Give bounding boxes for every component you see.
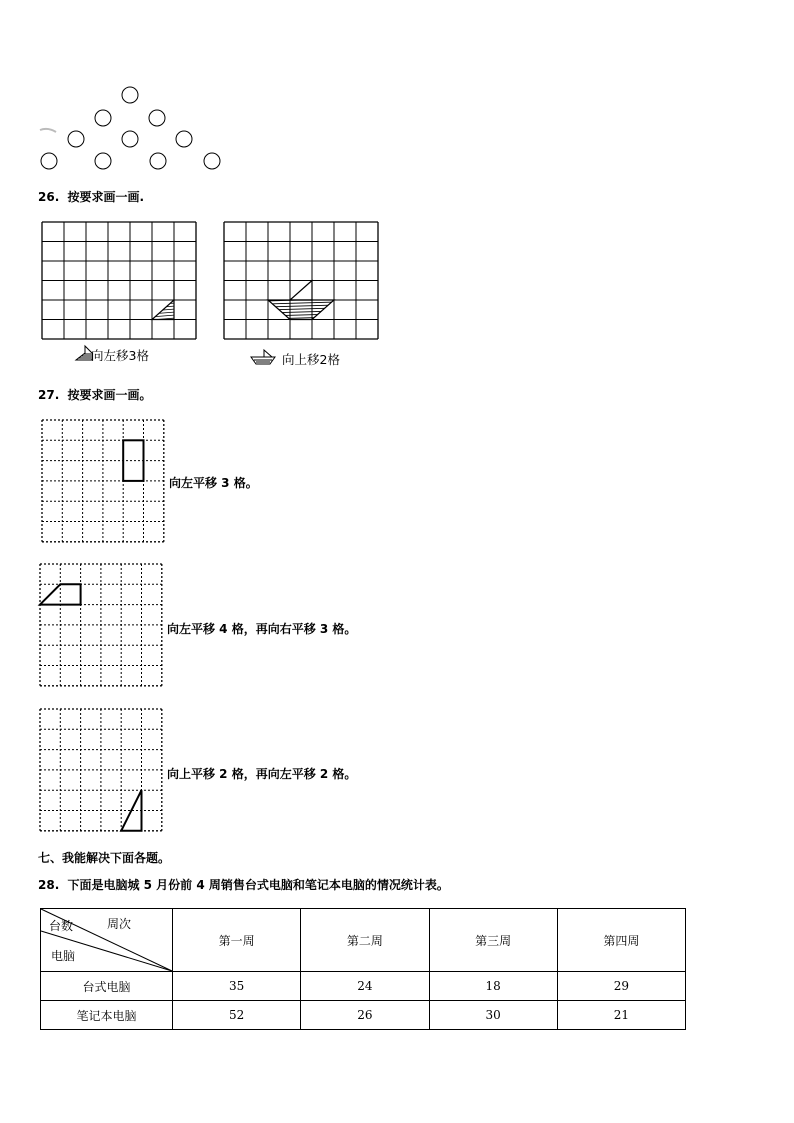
table-cell: 52	[173, 1001, 301, 1030]
table-cell: 30	[429, 1001, 557, 1030]
boat-sail	[290, 281, 312, 301]
table-cell: 21	[557, 1001, 685, 1030]
q26-heading: 26. 按要求画一画.	[38, 190, 145, 204]
corner-top-right: 周次	[107, 917, 132, 931]
week-header: 第二周	[301, 909, 429, 972]
q26-caption-right: 向上移2格	[282, 352, 340, 367]
q27-instruction-1: 向左平移 3 格。	[169, 476, 258, 490]
table-row	[41, 1001, 686, 1030]
row-label: 台式电脑	[41, 972, 173, 1001]
q26-grid-right[interactable]	[224, 222, 384, 342]
table-row	[41, 972, 686, 1001]
q27-grid-3[interactable]	[40, 709, 170, 839]
corner-bottom-left: 电脑	[51, 949, 76, 963]
week-header: 第一周	[173, 909, 301, 972]
q27-heading: 27. 按要求画一画。	[38, 388, 152, 402]
table-corner-cell	[41, 909, 173, 972]
boat-shape-icon	[250, 349, 276, 365]
trapezoid-shape	[150, 276, 176, 320]
q27-instruction-2: 向左平移 4 格，再向右平移 3 格。	[167, 622, 357, 636]
corner-mid: 台数	[49, 919, 74, 933]
q28-heading: 28. 下面是电脑城 5 月份前 4 周销售台式电脑和笔记本电脑的情况统计表。	[38, 878, 449, 892]
table-cell: 18	[429, 972, 557, 1001]
trapezoid-shape-icon	[73, 345, 93, 363]
table-cell: 29	[557, 972, 685, 1001]
week-header: 第三周	[429, 909, 557, 972]
table-cell: 35	[173, 972, 301, 1001]
q27-grid-1[interactable]	[42, 420, 172, 550]
q27-instruction-3: 向上平移 2 格，再向左平移 2 格。	[167, 767, 357, 781]
q27-grid-2[interactable]	[40, 564, 170, 694]
q26-caption-left: 向左移3格	[91, 348, 149, 363]
row-label: 笔记本电脑	[41, 1001, 173, 1030]
table-cell: 26	[301, 1001, 429, 1030]
table-cell: 24	[301, 972, 429, 1001]
week-header: 第四周	[557, 909, 685, 972]
section7-title: 七、我能解决下面各题。	[38, 851, 171, 865]
sales-table	[40, 908, 686, 1030]
circle-pattern	[0, 0, 794, 180]
q26-grid-left[interactable]	[42, 222, 202, 342]
table-header-row	[41, 909, 686, 972]
